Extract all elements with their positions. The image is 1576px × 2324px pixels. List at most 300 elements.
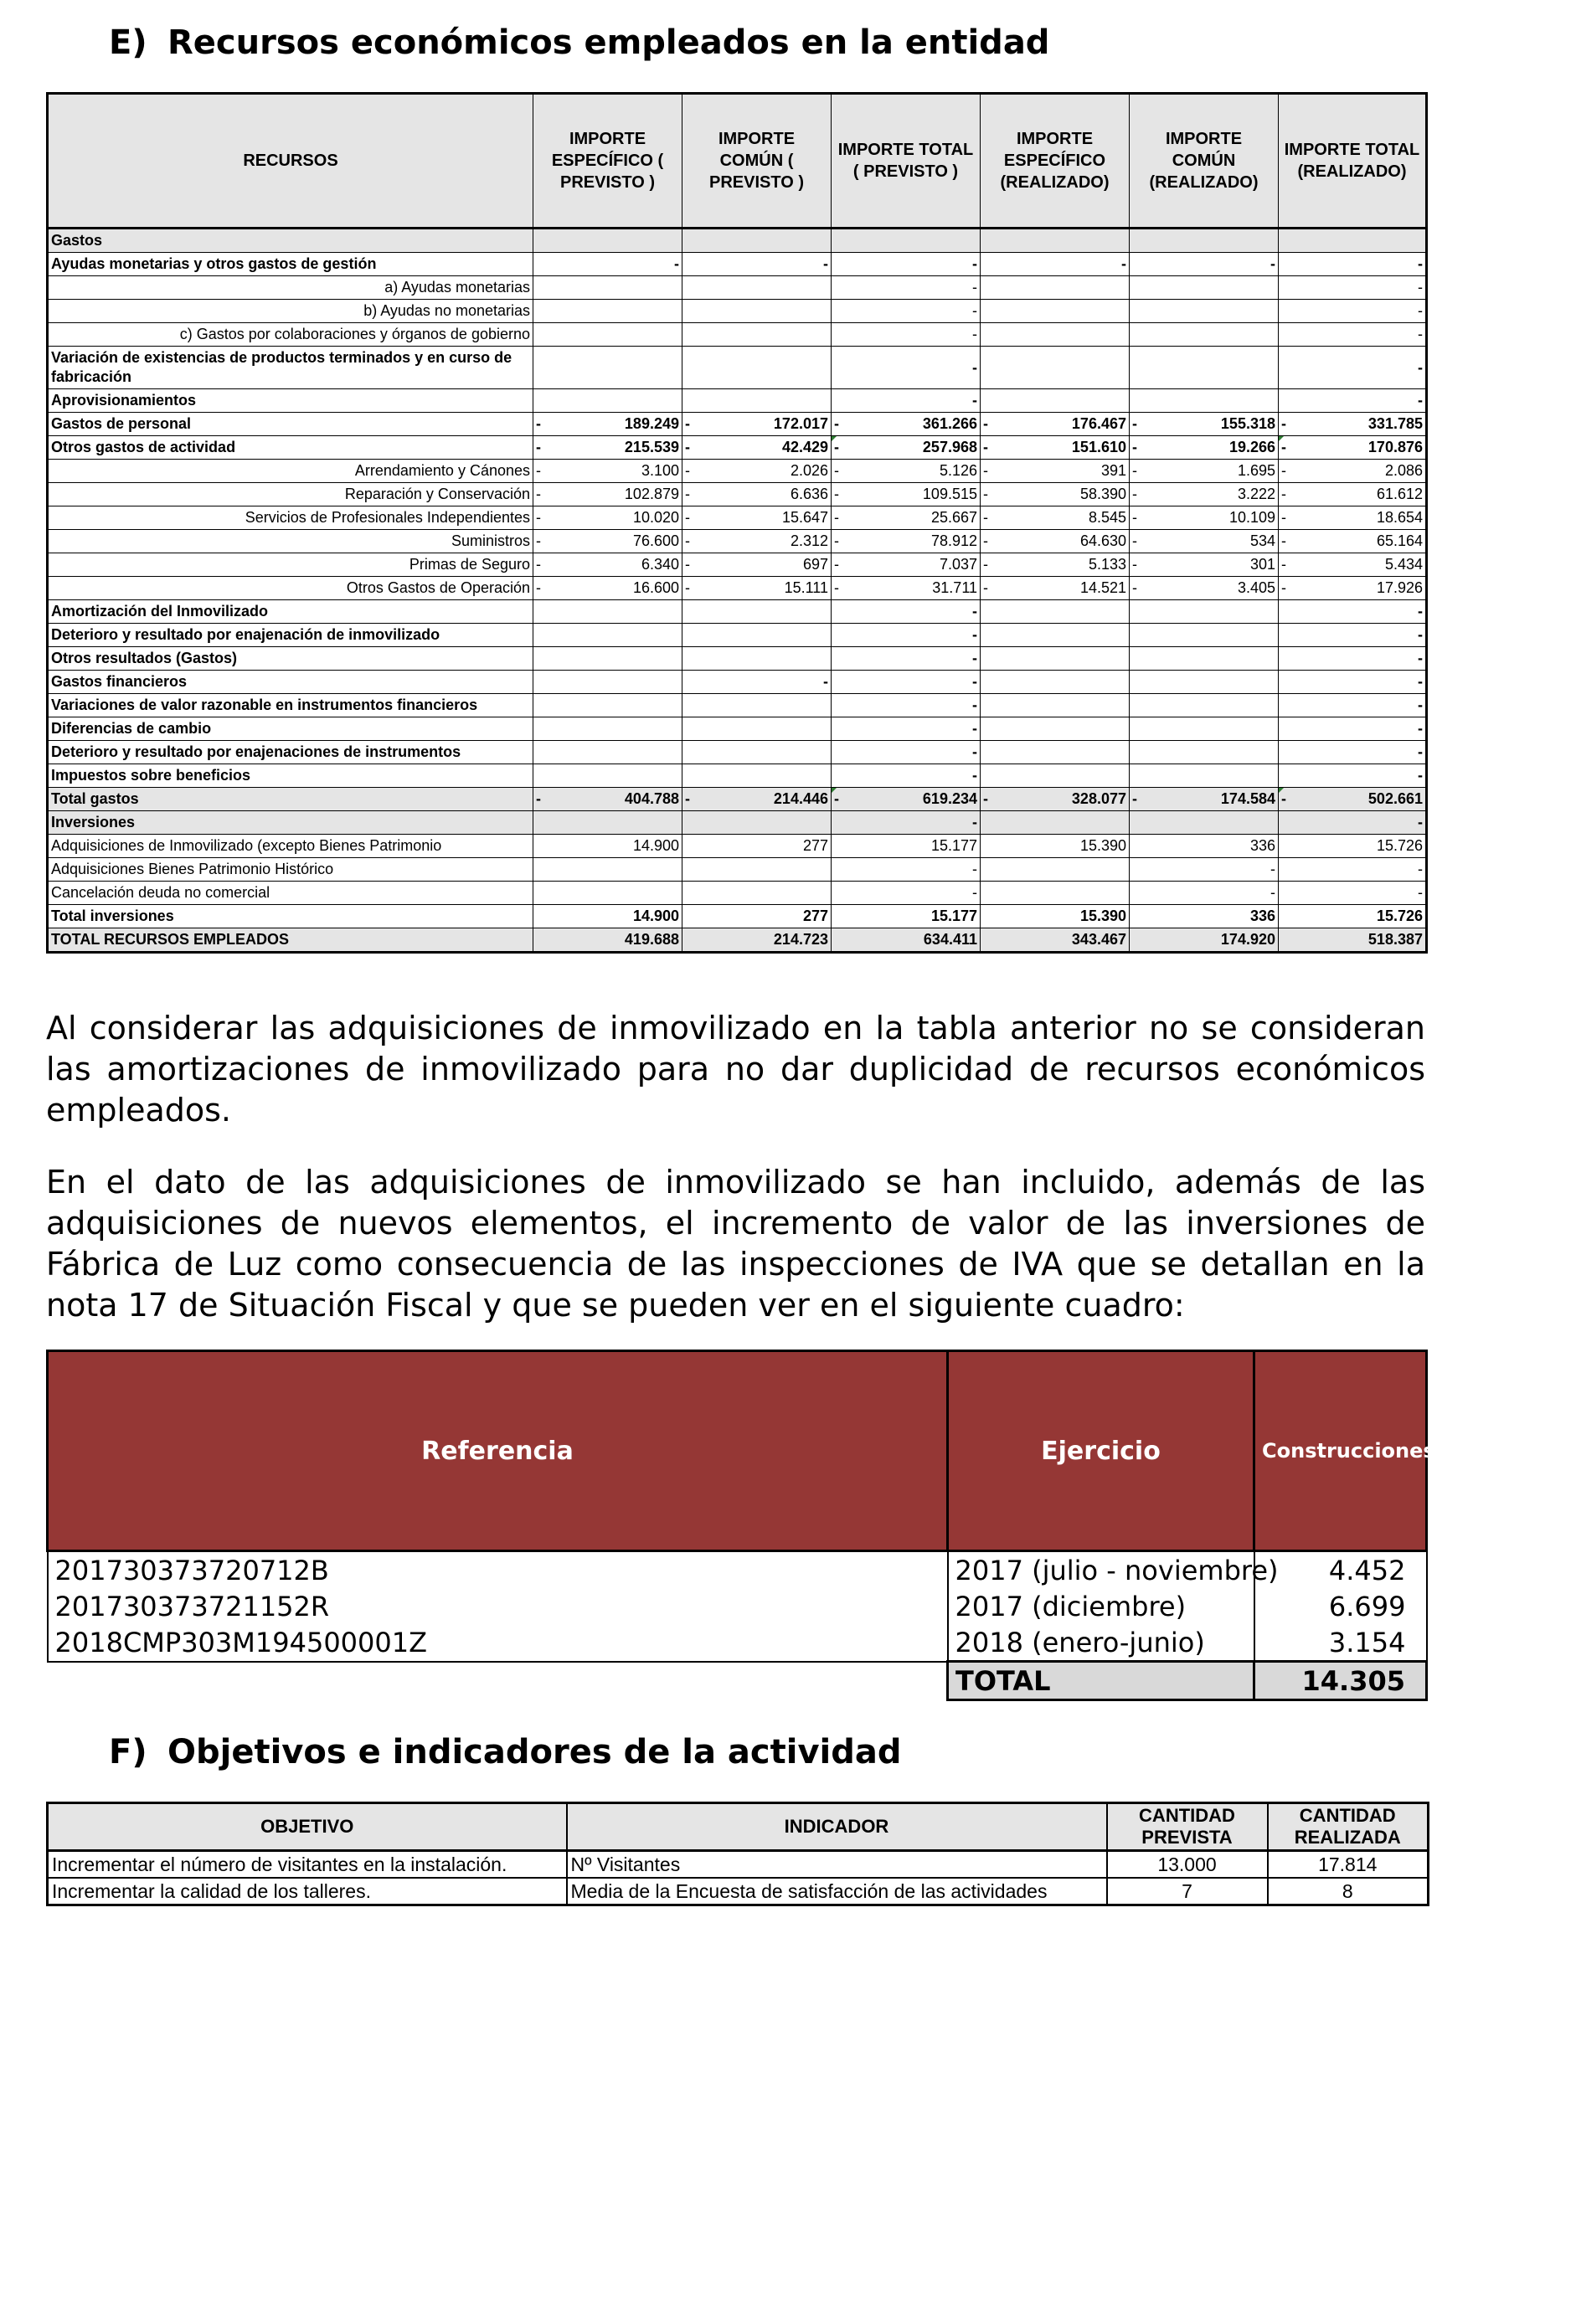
value-cell [1279, 323, 1427, 347]
row-label: Suministros [48, 530, 533, 553]
dash-marker: - [1281, 415, 1286, 432]
row-label: Deterioro y resultado por enajenaciones de instrumentos [48, 741, 533, 764]
value-cell [682, 858, 832, 882]
table-row [48, 460, 1427, 483]
value-cell [832, 905, 981, 928]
table-row [48, 276, 1427, 300]
value-cell [832, 835, 981, 858]
table-row [48, 647, 1427, 671]
value-cell [682, 413, 832, 436]
cell-value: 502.661 [1367, 790, 1423, 807]
resources-table-body [48, 229, 1427, 953]
row-label: c) Gastos por colaboraciones y órganos de gobierno [48, 323, 533, 347]
table-row [48, 436, 1427, 460]
value-cell [1130, 741, 1279, 764]
value-cell [682, 229, 832, 253]
value-cell [682, 506, 832, 530]
cell-value: - [1418, 767, 1423, 784]
row-label: Otros Gastos de Operación [48, 577, 533, 600]
value-cell [1130, 694, 1279, 717]
value-cell [981, 323, 1130, 347]
cell-value: 15.177 [930, 907, 977, 924]
dash-marker: - [685, 579, 690, 596]
row-label: Variaciones de valor razonable en instrumentos financieros [48, 694, 533, 717]
value-cell [1130, 764, 1279, 788]
value-cell [533, 300, 682, 323]
value-cell [533, 229, 682, 253]
value-cell [682, 694, 832, 717]
dash-marker: - [1132, 462, 1137, 479]
cell-value: 15.726 [1376, 837, 1423, 854]
header-especifico-previsto: IMPORTE ESPECÍFICO ( PREVISTO ) [533, 94, 682, 229]
cell-value: - [972, 626, 977, 643]
dash-marker: - [1132, 532, 1137, 549]
cell-value: 31.711 [932, 579, 977, 596]
indicador-cell: Media de la Encuesta de satisfacción de las actividades [567, 1878, 1107, 1905]
dash-marker: - [536, 509, 541, 526]
dash-marker: - [834, 579, 839, 596]
value-cell [682, 276, 832, 300]
section-e-title: Recursos económicos empleados en la entidad [167, 23, 1050, 62]
dash-marker: - [1132, 579, 1137, 596]
iva-total-spacer [48, 1662, 948, 1700]
cell-value: - [1418, 884, 1423, 901]
cell-value: 301 [1249, 556, 1275, 573]
row-label: Impuestos sobre beneficios [48, 764, 533, 788]
value-cell [981, 764, 1130, 788]
cell-value: 534 [1249, 532, 1275, 549]
value-cell [533, 717, 682, 741]
section-f-letter: F) [109, 1733, 147, 1771]
cell-value: 10.020 [632, 509, 679, 526]
dash-marker: - [834, 509, 839, 526]
dash-marker: - [1132, 439, 1137, 455]
dash-marker: - [834, 486, 839, 502]
cell-value: 2.312 [790, 532, 828, 549]
row-label: Arrendamiento y Cánones [48, 460, 533, 483]
prevista-cell: 13.000 [1107, 1851, 1268, 1879]
value-cell [981, 300, 1130, 323]
value-cell [1130, 506, 1279, 530]
value-cell [1130, 436, 1279, 460]
header-total-previsto: IMPORTE TOTAL ( PREVISTO ) [832, 94, 981, 229]
cell-value: 3.100 [641, 462, 679, 479]
table-row [48, 1588, 1427, 1624]
value-cell [682, 811, 832, 835]
resources-table-header [48, 94, 1427, 229]
dash-marker: - [983, 439, 988, 455]
value-cell [1279, 671, 1427, 694]
cell-value: 2.026 [790, 462, 828, 479]
dash-marker: - [1132, 415, 1137, 432]
table-row [48, 483, 1427, 506]
value-cell [682, 600, 832, 624]
table-row [48, 347, 1427, 389]
cell-value: - [972, 279, 977, 296]
header-cantidad-realizada: CANTIDAD REALIZADA [1268, 1803, 1429, 1851]
table-row [48, 506, 1427, 530]
cell-value: 109.515 [922, 486, 977, 502]
table-row [48, 624, 1427, 647]
dash-marker: - [1281, 788, 1286, 810]
cell-value: 15.390 [1079, 837, 1126, 854]
cell-value: - [1270, 884, 1275, 901]
cell-value: 634.411 [923, 931, 977, 948]
cell-value: - [972, 302, 977, 319]
value-cell [682, 553, 832, 577]
row-label: Total gastos [48, 788, 533, 811]
dash-marker: - [536, 790, 541, 807]
cell-value: 336 [1249, 837, 1275, 854]
iva-referencia: 201730373721152R [48, 1588, 948, 1624]
cell-value: - [972, 673, 977, 690]
value-cell [832, 413, 981, 436]
iva-total-label: TOTAL [948, 1662, 1254, 1700]
cell-value: - [972, 884, 977, 901]
cell-value: 5.434 [1384, 556, 1423, 573]
value-cell [533, 928, 682, 953]
value-cell [832, 506, 981, 530]
value-cell [533, 694, 682, 717]
value-cell [533, 506, 682, 530]
value-cell [533, 276, 682, 300]
value-cell [981, 624, 1130, 647]
cell-value: - [1418, 603, 1423, 620]
value-cell [832, 600, 981, 624]
table-row [48, 1878, 1429, 1905]
value-cell [682, 577, 832, 600]
value-cell [533, 347, 682, 389]
value-cell [1130, 835, 1279, 858]
value-cell [832, 323, 981, 347]
row-label: a) Ayudas monetarias [48, 276, 533, 300]
value-cell [1279, 553, 1427, 577]
dash-marker: - [834, 415, 839, 432]
value-cell [1130, 276, 1279, 300]
table-row [48, 577, 1427, 600]
iva-inspections-table [46, 1350, 1576, 1701]
row-label: Adquisiciones de Inmovilizado (excepto Bienes Patrimonio [48, 835, 533, 858]
dash-marker: - [536, 462, 541, 479]
value-cell [682, 764, 832, 788]
cell-value: 619.234 [922, 790, 977, 807]
cell-value: 3.222 [1237, 486, 1275, 502]
value-cell [832, 553, 981, 577]
value-cell [682, 436, 832, 460]
value-cell [1279, 928, 1427, 953]
value-cell [981, 647, 1130, 671]
value-cell [981, 788, 1130, 811]
row-label: Otros gastos de actividad [48, 436, 533, 460]
table-row [48, 300, 1427, 323]
cell-value: - [1418, 720, 1423, 737]
header-recursos: RECURSOS [48, 94, 533, 229]
value-cell [1130, 905, 1279, 928]
value-cell [1279, 835, 1427, 858]
value-cell [1279, 694, 1427, 717]
value-cell [533, 600, 682, 624]
section-f-heading [109, 1733, 901, 1771]
section-e-heading [109, 23, 1049, 62]
value-cell [832, 694, 981, 717]
dash-marker: - [1281, 579, 1286, 596]
cell-value: 14.521 [1079, 579, 1126, 596]
row-label: Otros resultados (Gastos) [48, 647, 533, 671]
cell-value: 172.017 [773, 415, 828, 432]
cell-value: 15.177 [930, 837, 977, 854]
resources-table [46, 92, 1428, 954]
dash-marker: - [1281, 509, 1286, 526]
value-cell [533, 624, 682, 647]
dash-marker: - [685, 439, 690, 455]
value-cell [682, 905, 832, 928]
value-cell [533, 741, 682, 764]
value-cell [1279, 600, 1427, 624]
objectives-table [46, 1802, 1429, 1906]
row-label: Primas de Seguro [48, 553, 533, 577]
header-total-realizado: IMPORTE TOTAL (REALIZADO) [1279, 94, 1427, 229]
cell-value: 14.900 [632, 907, 679, 924]
row-label: Adquisiciones Bienes Patrimonio Histórico [48, 858, 533, 882]
table-row [48, 553, 1427, 577]
cell-value: - [1418, 326, 1423, 342]
cell-value: - [972, 326, 977, 342]
dash-marker: - [536, 579, 541, 596]
value-cell [981, 882, 1130, 905]
table-row [48, 905, 1427, 928]
table-row [48, 530, 1427, 553]
value-cell [981, 671, 1130, 694]
dash-marker: - [983, 509, 988, 526]
cell-value: 102.879 [624, 486, 679, 502]
value-cell [1279, 717, 1427, 741]
value-cell [1279, 905, 1427, 928]
value-cell [1130, 647, 1279, 671]
value-cell [1130, 413, 1279, 436]
value-cell [981, 276, 1130, 300]
value-cell [1279, 276, 1427, 300]
value-cell [533, 577, 682, 600]
value-cell [682, 347, 832, 389]
cell-value: 10.109 [1228, 509, 1275, 526]
value-cell [832, 389, 981, 413]
value-cell [682, 788, 832, 811]
cell-value: 343.467 [1071, 931, 1126, 948]
cell-value: 15.390 [1079, 907, 1126, 924]
cell-value: - [1418, 743, 1423, 760]
value-cell [1130, 300, 1279, 323]
dash-marker: - [1281, 556, 1286, 573]
value-cell [981, 347, 1130, 389]
iva-valor: 4.452 [1254, 1551, 1427, 1589]
value-cell [981, 905, 1130, 928]
value-cell [533, 253, 682, 276]
dash-marker: - [685, 415, 690, 432]
cell-value: 42.429 [781, 439, 828, 455]
table-row [48, 928, 1427, 953]
section-f-title: Objetivos e indicadores de la actividad [167, 1733, 902, 1771]
value-cell [1130, 253, 1279, 276]
cell-value: 361.266 [922, 415, 977, 432]
objetivo-cell: Incrementar la calidad de los talleres. [48, 1878, 567, 1905]
cell-value: - [1418, 279, 1423, 296]
table-row [48, 788, 1427, 811]
value-cell [981, 694, 1130, 717]
dash-marker: - [1281, 436, 1286, 459]
dash-marker: - [983, 415, 988, 432]
value-cell [682, 671, 832, 694]
header-cantidad-prevista: CANTIDAD PREVISTA [1107, 1803, 1268, 1851]
iva-valor: 6.699 [1254, 1588, 1427, 1624]
value-cell [981, 811, 1130, 835]
value-cell [1130, 717, 1279, 741]
row-label: Amortización del Inmovilizado [48, 600, 533, 624]
cell-value: 19.266 [1228, 439, 1275, 455]
cell-value: 174.584 [1220, 790, 1275, 807]
dash-marker: - [536, 556, 541, 573]
table-row [48, 1551, 1427, 1589]
cell-value: - [1418, 302, 1423, 319]
cell-value: - [1418, 255, 1423, 272]
value-cell [1130, 389, 1279, 413]
cell-value: 697 [802, 556, 828, 573]
value-cell [1279, 229, 1427, 253]
value-cell [1279, 347, 1427, 389]
cell-value: - [1418, 392, 1423, 409]
value-cell [1279, 624, 1427, 647]
cell-value: 391 [1100, 462, 1126, 479]
value-cell [981, 253, 1130, 276]
table-row [48, 717, 1427, 741]
iva-ejercicio: 2018 (enero-junio) [948, 1624, 1254, 1662]
row-label: Ayudas monetarias y otros gastos de gestión [48, 253, 533, 276]
cell-value: - [972, 767, 977, 784]
value-cell [533, 460, 682, 483]
dash-marker: - [983, 462, 988, 479]
value-cell [832, 671, 981, 694]
value-cell [1130, 600, 1279, 624]
header-referencia: Referencia [48, 1351, 948, 1551]
value-cell [533, 811, 682, 835]
cell-value: 15.647 [781, 509, 828, 526]
dash-marker: - [685, 790, 690, 807]
iva-table-header [48, 1351, 1427, 1551]
value-cell [1279, 460, 1427, 483]
cell-value: 25.667 [930, 509, 977, 526]
value-cell [1279, 300, 1427, 323]
dash-marker: - [1132, 509, 1137, 526]
dash-marker: - [834, 436, 839, 459]
paragraph-amortizaciones: Al considerar las adquisiciones de inmovilizado en la tabla anterior no se consideran las amortizaciones de inmovilizado para no dar duplicidad de recursos económicos empleados. [46, 1010, 1425, 1129]
value-cell [832, 647, 981, 671]
header-ejercicio: Ejercicio [948, 1351, 1254, 1551]
value-cell [832, 347, 981, 389]
value-cell [981, 835, 1130, 858]
dash-marker: - [536, 439, 541, 455]
value-cell [1279, 741, 1427, 764]
table-row [48, 858, 1427, 882]
table-row [48, 600, 1427, 624]
value-cell [533, 835, 682, 858]
cell-value: 15.726 [1376, 907, 1423, 924]
value-cell [1279, 811, 1427, 835]
value-cell [832, 624, 981, 647]
value-cell [682, 882, 832, 905]
cell-value: - [1418, 697, 1423, 713]
realizada-cell: 8 [1268, 1878, 1429, 1905]
value-cell [1130, 671, 1279, 694]
cell-value: - [1418, 626, 1423, 643]
cell-value: 518.387 [1367, 931, 1423, 948]
value-cell [682, 483, 832, 506]
row-label: Gastos [48, 229, 533, 253]
table-row [48, 1624, 1427, 1662]
table-row [48, 741, 1427, 764]
value-cell [832, 577, 981, 600]
value-cell [1279, 647, 1427, 671]
value-cell [981, 460, 1130, 483]
value-cell [1130, 882, 1279, 905]
table-row [48, 835, 1427, 858]
cell-value: - [1270, 255, 1275, 272]
cell-value: 3.405 [1237, 579, 1275, 596]
value-cell [1279, 253, 1427, 276]
row-label: Gastos de personal [48, 413, 533, 436]
value-cell [533, 483, 682, 506]
value-cell [1279, 483, 1427, 506]
dash-marker: - [834, 556, 839, 573]
cell-value: 214.723 [773, 931, 828, 948]
value-cell [682, 530, 832, 553]
cell-value: 2.086 [1384, 462, 1423, 479]
value-cell [1130, 460, 1279, 483]
value-cell [981, 530, 1130, 553]
header-comun-realizado: IMPORTE COMÚN (REALIZADO) [1130, 94, 1279, 229]
value-cell [1279, 530, 1427, 553]
iva-valor: 3.154 [1254, 1624, 1427, 1662]
cell-value: 8.545 [1088, 509, 1126, 526]
table-row [48, 323, 1427, 347]
row-label: Aprovisionamientos [48, 389, 533, 413]
value-cell [1279, 389, 1427, 413]
cell-value: - [823, 673, 828, 690]
value-cell [981, 717, 1130, 741]
dash-marker: - [983, 532, 988, 549]
realizada-cell: 17.814 [1268, 1851, 1429, 1879]
value-cell [1279, 506, 1427, 530]
iva-referencia: 2018CMP303M194500001Z [48, 1624, 948, 1662]
value-cell [533, 764, 682, 788]
cell-value: 277 [802, 907, 828, 924]
value-cell [1279, 413, 1427, 436]
header-especifico-realizado: IMPORTE ESPECÍFICO (REALIZADO) [981, 94, 1130, 229]
iva-ejercicio: 2017 (diciembre) [948, 1588, 1254, 1624]
dash-marker: - [536, 532, 541, 549]
objetivo-cell: Incrementar el número de visitantes en la instalación. [48, 1851, 567, 1879]
value-cell [533, 882, 682, 905]
value-cell [682, 928, 832, 953]
cell-value: - [1121, 255, 1126, 272]
value-cell [1279, 436, 1427, 460]
cell-value: - [972, 392, 977, 409]
value-cell [1130, 928, 1279, 953]
value-cell [682, 717, 832, 741]
value-cell [682, 323, 832, 347]
value-cell [832, 882, 981, 905]
dash-marker: - [834, 532, 839, 549]
value-cell [981, 229, 1130, 253]
value-cell [682, 389, 832, 413]
